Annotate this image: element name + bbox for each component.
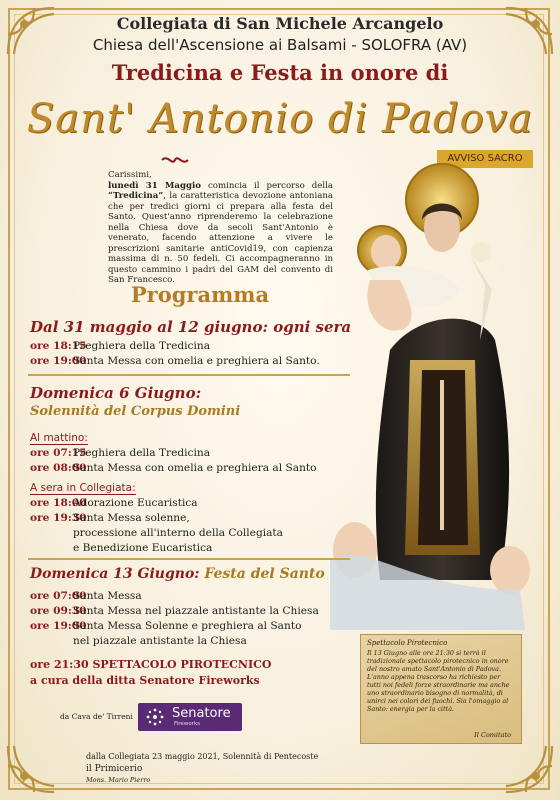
- section-subheading: Solennità del Corpus Domini: [30, 404, 241, 419]
- schedule-row: [30, 447, 210, 459]
- note-title: Spettacolo Pirotecnico: [367, 639, 448, 647]
- section-divider: [28, 558, 350, 560]
- section-heading: Domenica 6 Giugno:: [30, 384, 202, 402]
- schedule-text: Santa Messa Solenne e preghiera al Santo: [73, 620, 302, 632]
- intro-paragraph: [108, 181, 333, 286]
- intro-quote: “Tredicina”: [108, 191, 164, 201]
- schedule-time: ore 07:15: [30, 447, 87, 459]
- schedule-row: [30, 527, 283, 539]
- schedule-row: [30, 497, 198, 509]
- event-title: Tredicina e Festa in onore di: [111, 60, 449, 85]
- heading-part: Domenica 13 Giugno:: [30, 566, 205, 582]
- church-subtitle: Chiesa dell'Ascensione ai Balsami - SOLOFRA (AV): [92, 36, 468, 54]
- schedule-text: Preghiera della Tredicina: [73, 447, 211, 459]
- schedule-row: [30, 605, 319, 617]
- label-text: A sera in Collegiata:: [30, 482, 136, 494]
- footer-date: dalla Collegiata 23 maggio 2021, Solennità di Pentecoste: [86, 752, 319, 761]
- intro-date: lunedì 31 Maggio: [108, 180, 201, 191]
- intro-greeting: Carissimi,: [108, 170, 152, 180]
- schedule-text: Santa Messa con omelia e preghiera al Santo.: [73, 355, 320, 367]
- intro-part: , la caratteristica devozione antoniana che per tredici giorni ci prepara alla festa del Santo. Quest'anno riprenderemo la celebrazione nella Chiesa dove da secoli Sant'Antonio è venerato, facendo attenzione a vivere le prescrizioni sanitarie antiCovid19, con capienza massima di n. 50 fedeli. Ci accompagneranno in questo cammino i padri del GAM del convento di San Francesco.: [108, 191, 333, 285]
- section-heading: [30, 566, 325, 582]
- intro-part: comincia il percorso della: [201, 180, 334, 191]
- schedule-time: ore 08:00: [30, 462, 87, 474]
- notice-badge: AVVISO SACRO: [437, 150, 533, 168]
- section-heading: Dal 31 maggio al 12 giugno: ogni sera: [30, 318, 352, 336]
- heading-part: Festa del Santo: [204, 566, 325, 582]
- logo-subtext: Fireworks: [174, 721, 200, 727]
- schedule-time: ore 18:15: [30, 340, 87, 352]
- logo-text: Senatore: [172, 706, 231, 721]
- schedule-text: Santa Messa solenne,: [73, 512, 190, 524]
- saint-name: Sant' Antonio di Padova: [26, 96, 534, 142]
- schedule-text: Santa Messa: [73, 590, 142, 602]
- schedule-time: ore 19:00: [30, 620, 87, 632]
- schedule-time: ore 19:00: [30, 355, 87, 367]
- fireworks-note: [360, 634, 522, 744]
- label-text: Al mattino:: [30, 432, 88, 444]
- schedule-text: Preghiera della Tredicina: [73, 340, 211, 352]
- firework-burst-icon: [144, 707, 166, 727]
- senatore-logo: [138, 703, 242, 731]
- time-group-label: [30, 482, 136, 494]
- footer-role: il Primicerio: [86, 764, 143, 774]
- flourish-icon: [160, 154, 190, 166]
- section-divider: [28, 374, 350, 376]
- intro-text: [108, 170, 333, 286]
- schedule-text: Adorazione Eucaristica: [73, 497, 198, 509]
- schedule-text: Santa Messa nel piazzale antistante la Chiesa: [73, 605, 319, 617]
- schedule-row: [30, 620, 301, 632]
- schedule-text: nel piazzale antistante la Chiesa: [73, 635, 247, 647]
- schedule-row: [30, 355, 320, 367]
- note-signature: Il Comitato: [474, 731, 511, 739]
- provider-origin: da Cava de' Tirreni: [60, 712, 133, 721]
- schedule-time: ore 09:30: [30, 605, 87, 617]
- schedule-row: [30, 512, 190, 524]
- schedule-row: [30, 635, 247, 647]
- note-body: Il 13 Giugno alle ore 21:30 si terrà il tradizionale spettacolo pirotecnico in onore del nostro amato Sant'Antonio di Padova. L'anno appena trascorso ha richiesto per tutti noi fedeli forze straordinarie ma anche uno straordinario bisogno di normalità, di unirci nei colori dei fuochi. Sia l'omaggio al Santo: energia per la città.: [367, 649, 510, 713]
- corner-ornament-icon: [500, 740, 556, 796]
- corner-ornament-icon: [4, 740, 60, 796]
- schedule-text: e Benedizione Eucaristica: [73, 542, 213, 554]
- fireworks-provider: a cura della ditta Senatore Fireworks: [30, 674, 260, 687]
- schedule-time: ore 18:00: [30, 497, 87, 509]
- program-title: Programma: [130, 282, 270, 307]
- schedule-text: processione all'interno della Collegiata: [73, 527, 283, 539]
- schedule-time: ore 07:00: [30, 590, 87, 602]
- schedule-row: [30, 340, 210, 352]
- footer-name: Mons. Mario Pierro: [86, 776, 151, 784]
- schedule-time: ore 19:30: [30, 512, 87, 524]
- schedule-row: [30, 590, 142, 602]
- church-title: Collegiata di San Michele Arcangelo: [116, 14, 444, 33]
- schedule-text: Santa Messa con omelia e preghiera al Santo: [73, 462, 317, 474]
- schedule-row: [30, 542, 212, 554]
- schedule-row: [30, 462, 317, 474]
- time-group-label: [30, 432, 88, 444]
- fireworks-heading: ore 21:30 SPETTACOLO PIROTECNICO: [30, 658, 272, 671]
